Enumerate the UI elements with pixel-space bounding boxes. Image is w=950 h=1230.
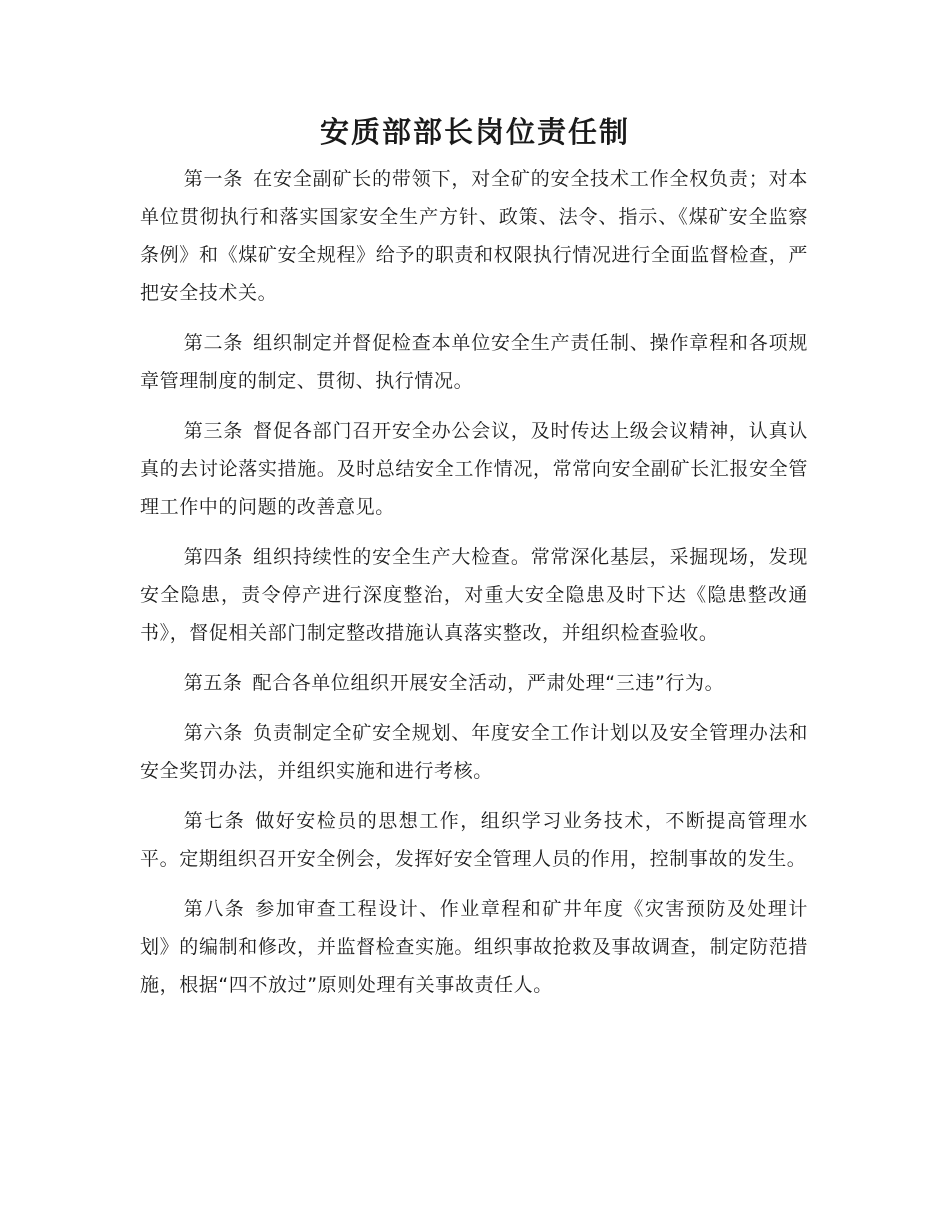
article-label: 第六条 [183,722,244,744]
article-1 [140,160,808,312]
article-text: 在安全副矿长的带领下，对全矿的安全技术工作全权负责；对本单位贯彻执行和落实国家安全生产方针、政策、法令、指示、《煤矿安全监察条例》和《煤矿安全规程》给予的职责和权限执行情况进行全面监督检查，严把安全技术关。 [140,168,808,304]
article-8 [140,890,808,1004]
article-text: 做好安检员的思想工作，组织学习业务技术，不断提高管理水平。定期组织召开安全例会，发挥好安全管理人员的作用，控制事故的发生。 [140,810,808,870]
article-6 [140,714,808,790]
article-5 [140,664,808,702]
article-label: 第七条 [183,810,246,832]
article-text: 组织持续性的安全生产大检查。常常深化基层，采掘现场，发现安全隐患，责令停产进行深度整治，对重大安全隐患及时下达《隐患整改通书》，督促相关部门制定整改措施认真落实整改，并组织检查验收。 [140,546,808,644]
article-4 [140,538,808,652]
document-title: 安质部部长岗位责任制 [319,115,630,149]
document-body [140,160,808,1016]
article-7 [140,802,808,878]
article-label: 第八条 [183,898,246,920]
article-text: 组织制定并督促检查本单位安全生产责任制、操作章程和各项规章管理制度的制定、贯彻、执行情况。 [140,332,808,392]
article-text: 参加审查工程设计、作业章程和矿井年度《灾害预防及处理计划》的编制和修改，并监督检查实施。组织事故抢救及事故调查，制定防范措施，根据“四不放过”原则处理有关事故责任人。 [140,898,808,996]
article-label: 第五条 [183,672,243,694]
article-label: 第三条 [183,420,244,442]
article-label: 第一条 [183,168,244,190]
article-label: 第四条 [183,546,244,568]
article-text: 督促各部门召开安全办公会议，及时传达上级会议精神，认真认真的去讨论落实措施。及时总结安全工作情况，常常向安全副矿长汇报安全管理工作中的问题的改善意见。 [140,420,808,518]
article-text: 负责制定全矿安全规划、年度安全工作计划以及安全管理办法和安全奖罚办法，并组织实施和进行考核。 [140,722,808,782]
article-text: 配合各单位组织开展安全活动，严肃处理“三违”行为。 [252,672,725,694]
article-label: 第二条 [183,332,244,354]
article-2 [140,324,808,400]
article-3 [140,412,808,526]
